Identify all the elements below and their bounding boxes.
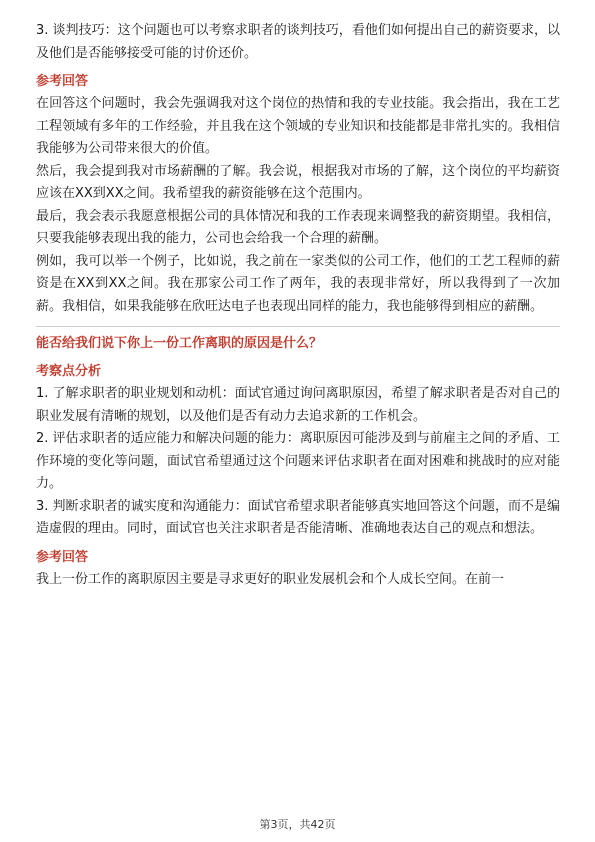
answer-paragraph: 然后，我会提到我对市场薪酬的了解。我会说，根据我对市场的了解，这个岗位的平均薪资应该在XX到XX之间。我希望我的薪资能够在这个范围内。 [36,163,560,201]
page-number: 第3页，共42页 [259,818,336,831]
analysis-point: 2. 评估求职者的适应能力和解决问题的能力：离职原因可能涉及到与前雇主之间的矛盾、工作环境的变化等问题，面试官希望通过这个问题来评估求职者在面对困难和挑战时的应对能力。 [36,431,560,491]
interview-question: 能否给我们说下你上一份工作离职的原因是什么？ [36,336,323,351]
reference-answer-heading: 参考回答 [36,549,89,565]
answer-paragraph: 例如，我可以举一个例子，比如说，我之前在一家类似的公司工作，他们的工艺工程师的薪资是在XX到XX之间。我在那家公司工作了两年，我的表现非常好，所以我得到了一次加薪。我相信，如果我能够在欣旺达电子也表现出同样的能力，我也能够得到相应的薪酬。 [36,253,560,314]
analysis-heading: 考察点分析 [36,364,102,379]
analysis-point: 1. 了解求职者的职业规划和动机：面试官通过询问离职原因，希望了解求职者是否对自己的职业发展有清晰的规划，以及他们是否有动力去追求新的工作机会。 [36,386,560,424]
section-divider [36,326,560,327]
negotiation-point: 3. 谈判技巧：这个问题也可以考察求职者的谈判技巧，看他们如何提出自己的薪资要求，以及他们是否能够接受可能的讨价还价。 [36,23,560,61]
answer-paragraph: 在回答这个问题时，我会先强调我对这个岗位的热情和我的专业技能。我会指出，我在工艺工程领域有多年的工作经验，并且我在这个领域的专业知识和技能都是非常扎实的。我相信我能够为公司带来很大的价值。 [36,96,560,156]
answer-paragraph: 我上一份工作的离职原因主要是寻求更好的职业发展机会和个人成长空间。在前一 [36,571,505,587]
page-content [36,20,560,591]
reference-answer-heading: 参考回答 [36,74,89,89]
analysis-point: 3. 判断求职者的诚实度和沟通能力：面试官希望求职者能够真实地回答这个问题，而不是编造虚假的理由。同时，面试官也关注求职者是否能清晰、准确地表达自己的观点和想法。 [36,498,560,536]
answer-paragraph: 最后，我会表示我愿意根据公司的具体情况和我的工作表现来调整我的薪资期望。我相信，只要我能够表现出我的能力，公司也会给我一个合理的薪酬。 [36,208,560,246]
